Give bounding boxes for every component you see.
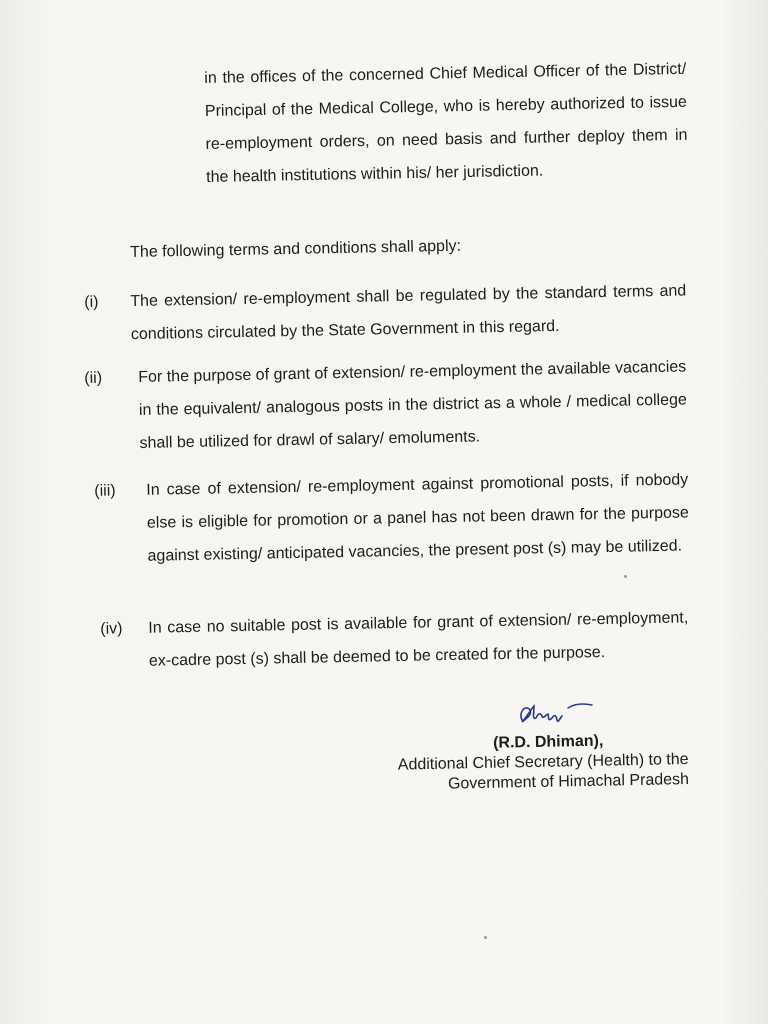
term-text: For the purpose of grant of extension/ re-employment the available vacancies in the equivalent/ analogous posts in the district as a whole / medical college shall be utilized for drawl of salary/ emoluments. <box>138 358 688 452</box>
term-item <box>84 463 694 565</box>
term-number: (iii) <box>94 482 116 500</box>
handwritten-signature <box>512 698 602 732</box>
paper-speck <box>624 575 627 578</box>
term-number: (i) <box>84 293 99 311</box>
paper-speck <box>484 936 487 939</box>
term-number: (ii) <box>84 369 103 387</box>
term-text: The extension/ re-employment shall be regulated by the standard terms and conditions circulated by the State Government in this regard. <box>130 282 687 344</box>
signature-block <box>368 730 689 796</box>
term-text: In case no suitable post is available for grant of extension/ re-employment, ex-cadre post (s) shall be deemed to be created for the purpose. <box>148 609 689 670</box>
term-number: (iv) <box>100 620 123 638</box>
term-item <box>84 350 694 452</box>
signatory-designation: Additional Chief Secretary (Health) to the <box>397 750 689 774</box>
continuation-paragraph: in the offices of the concerned Chief Medical Officer of the District/ Principal of the Medical College, who is hereby authorized to issue re-employment orders, on need basis and further deploy them in the health institutions within his/ her jurisdiction. <box>204 60 688 186</box>
term-text: In case of extension/ re-employment against promotional posts, if nobody else is eligible for promotion or a panel has not been drawn for the purpose against existing/ anticipated vacancies, the present post (s) may be utilized. <box>146 471 690 565</box>
signatory-name: (R.D. Dhiman), <box>492 732 604 752</box>
term-item <box>84 601 694 670</box>
terms-intro: The following terms and conditions shall apply: <box>130 237 462 261</box>
term-item <box>84 274 694 344</box>
signatory-government: Government of Himachal Pradesh <box>447 770 690 793</box>
